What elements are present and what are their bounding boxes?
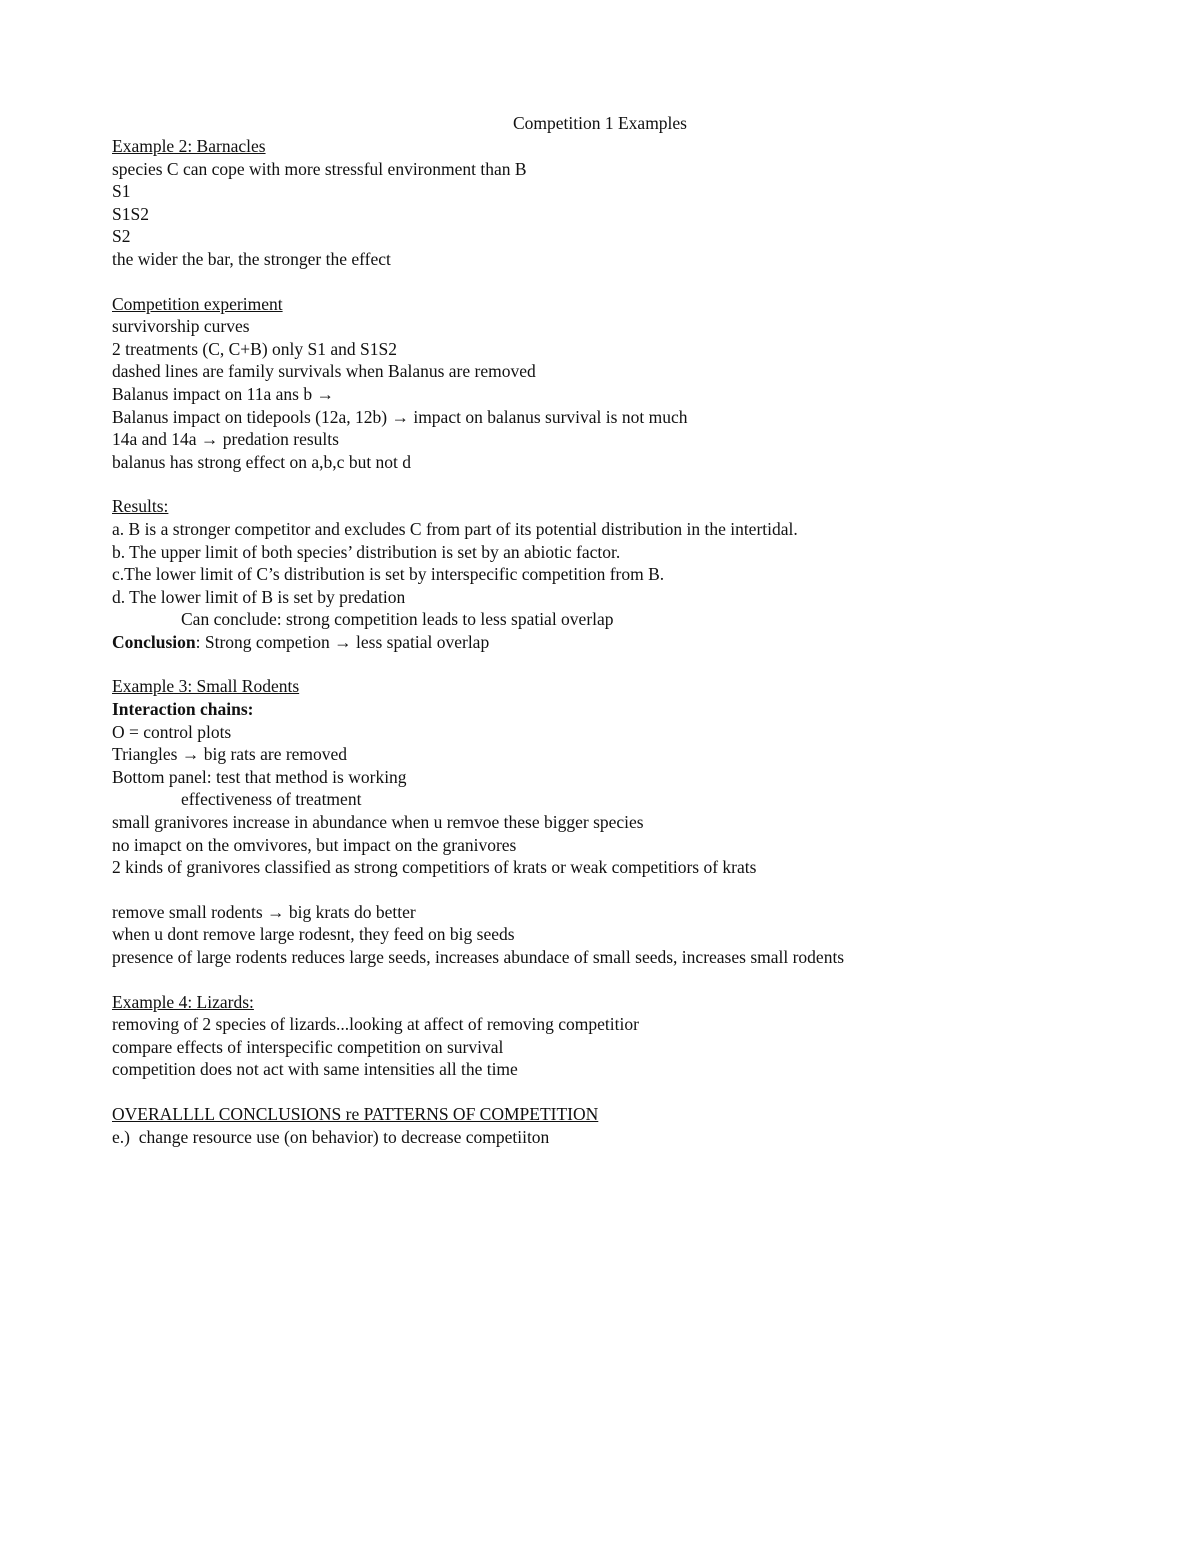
section-heading: Competition experiment [112, 293, 283, 314]
text-line: 14a and 14a → predation results [112, 429, 339, 450]
blank-line [112, 271, 1112, 293]
blank-line [112, 1081, 1112, 1103]
blank-line [112, 879, 1112, 901]
text-line: e.) change resource use (on behavior) to decrease competiiton [112, 1126, 550, 1147]
text-line: presence of large rodents reduces large seeds, increases abundace of small seeds, increases small rodents [112, 947, 845, 967]
section-heading: Example 4: Lizards: [112, 991, 254, 1012]
section-heading: Example 3: Small Rodents [112, 676, 300, 697]
text-line: the wider the bar, the stronger the effect [112, 248, 391, 269]
text-line: Triangles → big rats are removed [112, 744, 348, 765]
text-line: Bottom panel: test that method is working [112, 766, 407, 787]
conclusion-line [112, 631, 1112, 654]
section-lizards [112, 991, 1112, 1081]
page-title: Competition 1 Examples [512, 113, 687, 133]
conclusion-label: Conclusion [112, 631, 196, 652]
text-line: species C can cope with more stressful environment than B [112, 158, 527, 179]
text-line: 2 kinds of granivores classified as strong competitiors of krats or weak competitiors of krats [112, 857, 757, 878]
bold-subheading: Interaction chains: [112, 699, 254, 720]
section-heading: Results: [112, 496, 169, 517]
section-heading: Example 2: Barnacles [112, 136, 266, 156]
text-line: remove small rodents → big krats do better [112, 901, 416, 922]
section-experiment [112, 293, 1112, 474]
section-barnacles [112, 135, 1112, 271]
blank-line [112, 653, 1112, 675]
text-line: balanus has strong effect on a,b,c but not d [112, 451, 412, 472]
text-line: when u dont remove large rodesnt, they feed on big seeds [112, 924, 515, 945]
text-line: b. The upper limit of both species’ distribution is set by an abiotic factor. [112, 541, 621, 562]
text-line: survivorship curves [112, 316, 250, 337]
document-body [112, 135, 1112, 1148]
indented-line: Can conclude: strong competition leads to less spatial overlap [181, 609, 614, 630]
text-line: S1S2 [112, 203, 149, 224]
section-overall [112, 1103, 1112, 1148]
section-heading: OVERALLLL CONCLUSIONS re PATTERNS OF COMPETITION [112, 1103, 599, 1124]
text-line: d. The lower limit of B is set by predation [112, 586, 406, 607]
conclusion-text: : Strong competion → less spatial overlap [195, 631, 490, 652]
text-line: 2 treatments (C, C+B) only S1 and S1S2 [112, 338, 398, 359]
blank-line [112, 473, 1112, 495]
text-line: small granivores increase in abundance when u remvoe these bigger species [112, 812, 644, 833]
section-results [112, 495, 1112, 653]
indented-line: effectiveness of treatment [181, 789, 362, 810]
text-line: Balanus impact on tidepools (12a, 12b) → impact on balanus survival is not much [112, 406, 688, 427]
text-line: S1 [112, 181, 131, 202]
text-line: Balanus impact on 11a ans b → [112, 383, 334, 404]
text-line: compare effects of interspecific competition on survival [112, 1036, 504, 1057]
text-line: a. B is a stronger competitor and excludes C from part of its potential distribution in the intertidal. [112, 518, 798, 539]
text-line: removing of 2 species of lizards...looking at affect of removing competitior [112, 1014, 639, 1035]
section-rodents [112, 675, 1112, 968]
text-line: O = control plots [112, 721, 232, 742]
text-line: competition does not act with same intensities all the time [112, 1059, 518, 1080]
text-line: dashed lines are family survivals when Balanus are removed [112, 361, 536, 382]
text-line: no imapct on the omvivores, but impact on the granivores [112, 834, 517, 855]
text-line: c.The lower limit of C’s distribution is set by interspecific competition from B. [112, 564, 665, 585]
blank-line [112, 969, 1112, 991]
text-line: S2 [112, 226, 131, 247]
